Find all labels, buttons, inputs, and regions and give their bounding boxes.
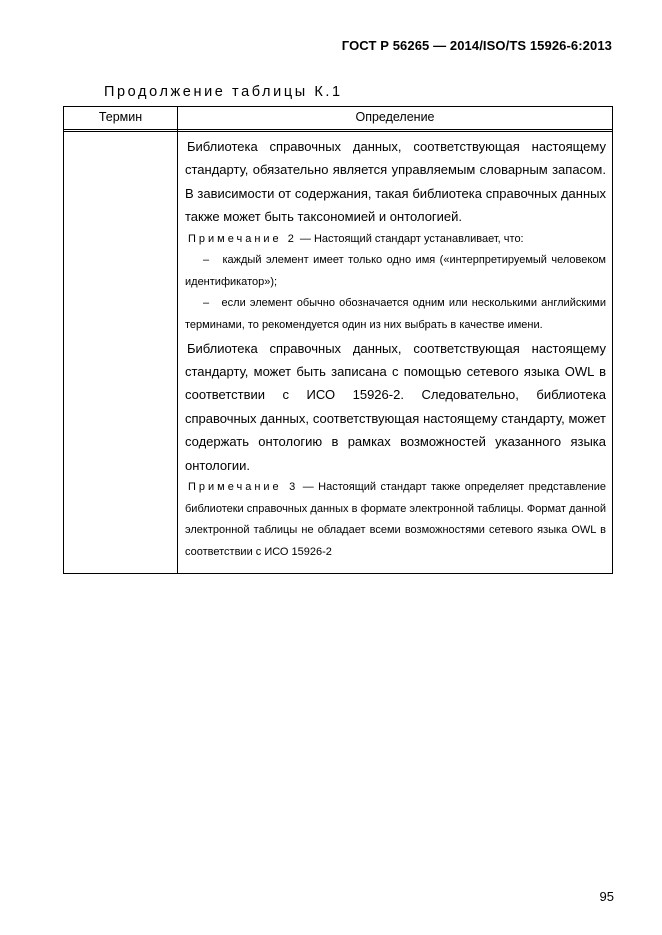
document-header: ГОСТ Р 56265 — 2014/ISO/TS 15926-6:2013 [341,38,612,53]
page-number: 95 [599,889,614,904]
column-header-definition: Определение [355,110,435,124]
definition-cell [185,135,606,563]
note-2-item-2: – если элемент обычно обозначается одним или несколькими английскими терминами, то рекомендуется один из них выбрать в качестве имени. [185,297,606,331]
note-2 [185,229,606,251]
column-divider [177,107,178,573]
note-2-label: Примечание 2 [188,232,297,245]
table-caption: Продолжение таблицы К.1 [104,84,343,100]
note-3-text: — Настоящий стандарт также определяет представление библиотеки справочных данных в формате электронной таблицы. Формат данной электронной таблицы не обладает всеми возможностями сетевого языка OWL в соответствии с ИСО 15926-2 [185,481,607,558]
column-header-term: Термин [98,110,143,124]
header-double-line [64,131,612,132]
note-2-item-1: – каждый элемент имеет только одно имя («интерпретируемый человеком идентификатор»); [185,254,606,288]
definitions-table [63,106,613,574]
definition-paragraph-1: Библиотека справочных данных, соответствующая настоящему стандарту, обязательно является управляемым словарным запасом. В зависимости от содержания, такая библиотека справочных данных также может быть таксономией и онтологией. [185,139,606,225]
note-3 [185,477,606,563]
note-3-label: Примечание 3 [188,481,299,494]
table-header-row [64,107,612,130]
note-2-text: — Настоящий стандарт устанавливает, что: [296,232,524,245]
definition-paragraph-2: Библиотека справочных данных, соответствующая настоящему стандарту, может быть записана с помощью сетевого языка OWL в соответствии с ИСО 15926-2. Следовательно, библиотека справочных данных, соответствующая настоящему стандарту, может содержать онтологию в рамках возможностей указанного языка онтологии. [185,340,606,473]
